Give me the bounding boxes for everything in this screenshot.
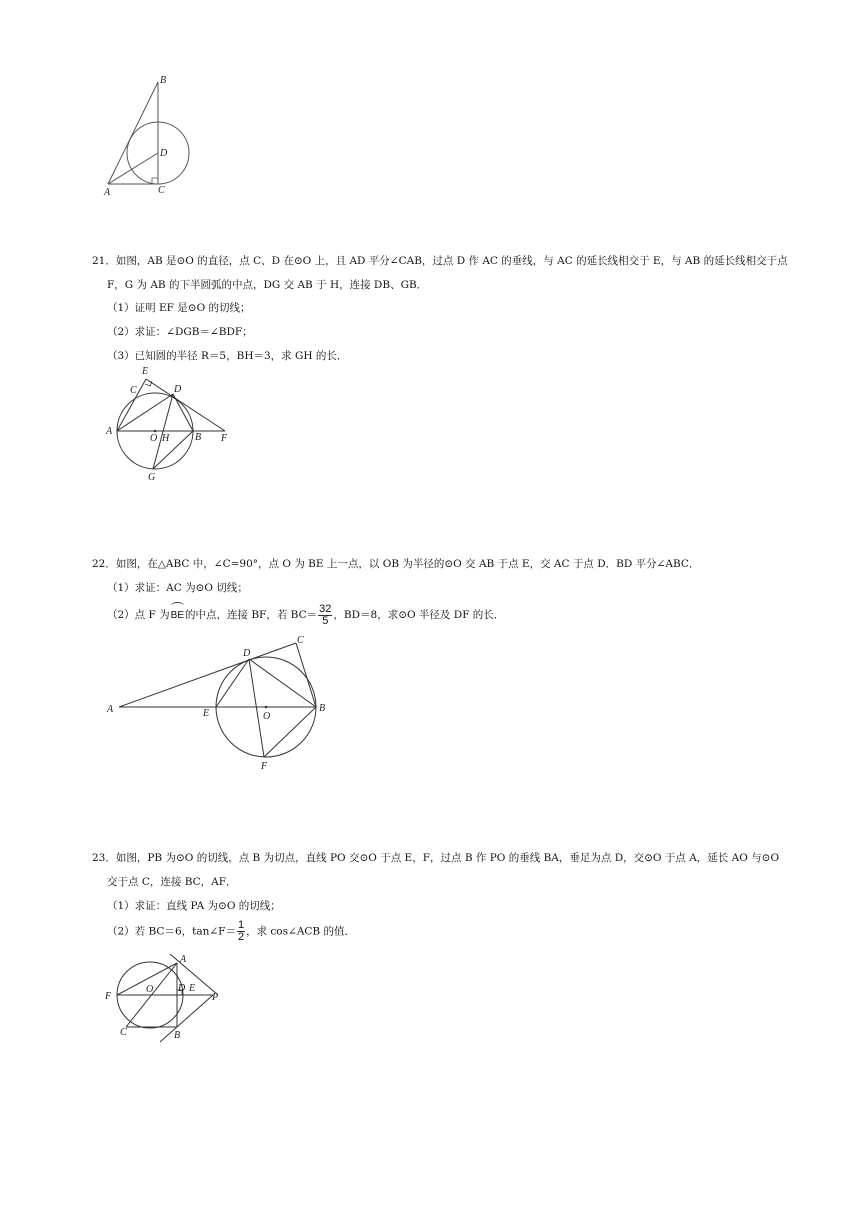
segment-db: [173, 394, 193, 431]
p21-line-4: （2）求证：∠DGB＝∠BDF；: [107, 326, 253, 338]
segment-db: [249, 659, 316, 707]
tangent-pb: [160, 995, 213, 1042]
label-e: E: [203, 708, 210, 719]
label-g: G: [148, 472, 156, 483]
label-f: F: [105, 991, 112, 1002]
p23-line-1: 23．如图，PB 为⊙O 的切线，点 B 为切点，直线 PO 交⊙O 于点 E，F，过点 B 作 PO 的垂线 BA，垂足为点 D，交⊙O 于点 A，延长 AO 与⊙O: [92, 852, 780, 864]
figure-23-svg: [100, 950, 240, 1045]
label-c: C: [120, 1027, 127, 1038]
label-b: B: [174, 1030, 181, 1041]
figure-top: [100, 74, 200, 200]
label-a: A: [106, 426, 113, 437]
fraction-tan-num: 1: [237, 919, 245, 931]
label-b: B: [195, 432, 202, 443]
label-c: C: [158, 185, 165, 196]
p21-line-1: 21．如图，AB 是⊙O 的直径，点 C、D 在⊙O 上，且 AD 平分∠CAB，过点 D 作 AC 的垂线，与 AC 的延长线相交于 E，与 AB 的延长线相交于点: [92, 255, 788, 267]
figure-22-svg: [100, 632, 340, 777]
label-f: F: [261, 761, 268, 772]
label-e: E: [142, 366, 149, 377]
label-a: A: [107, 704, 114, 715]
figure-21: [100, 362, 240, 482]
label-a: A: [180, 954, 187, 965]
center-dot: [265, 706, 268, 709]
segment-ac: [119, 643, 296, 707]
segment-gb: [153, 431, 193, 469]
label-d: D: [174, 384, 182, 395]
figure-top-svg: [100, 74, 200, 200]
p22-line-3-c: ，BD＝8，求⊙O 半径及 DF 的长．: [333, 609, 505, 621]
label-d: D: [243, 648, 251, 659]
p23-line-4-a: （2）若 BC＝6，tan∠F＝: [107, 925, 236, 938]
p23-line-4: [107, 920, 355, 943]
label-o: O: [263, 711, 271, 722]
p22-line-1: 22．如图，在△ABC 中，∠C=90°，点 O 为 BE 上一点，以 OB 为半径的⊙O 交 AB 于点 E，交 AC 于点 D．BD 平分∠ABC．: [92, 558, 700, 570]
label-d: D: [178, 983, 186, 994]
segment-df: [249, 659, 264, 757]
p22-line-3: [107, 602, 504, 627]
p23-line-3: （1）求证：直线 PA 为⊙O 的切线；: [107, 900, 281, 912]
center-dot: [154, 430, 157, 433]
figure-23: [100, 950, 240, 1045]
p23-line-4-b: ，求 cos∠ACB 的值．: [246, 925, 355, 938]
label-c: C: [297, 635, 304, 646]
p21-line-2: F，G 为 AB 的下半圆弧的中点，DG 交 AB 于 H，连接 DB、GB．: [107, 279, 428, 291]
fraction-bc-num: 32: [319, 602, 332, 615]
label-c: C: [130, 385, 137, 396]
p22-line-2: （1）求证：AC 为⊙O 切线；: [107, 582, 248, 594]
p21-line-5: （3）已知圆的半径 R＝5，BH＝3，求 GH 的长．: [107, 350, 348, 362]
label-o: O: [150, 433, 158, 444]
label-a: A: [104, 187, 111, 198]
figure-22: [100, 632, 340, 777]
label-p: P: [212, 992, 219, 1003]
segment-fb: [264, 707, 316, 757]
segment-cb: [296, 643, 316, 707]
figure-21-svg: [100, 362, 240, 482]
fraction-tan-den: 2: [237, 931, 245, 943]
p22-line-3-b: 的中点，连接 BF，若 BC＝: [185, 609, 318, 621]
p22-line-3-a: （2）点 F 为: [107, 609, 170, 621]
label-d: D: [160, 148, 168, 159]
fraction-tan: [237, 920, 245, 943]
arc-be: BE: [171, 602, 184, 627]
p23-line-2: 交于点 C，连接 BC，AF．: [107, 876, 237, 888]
label-h: H: [162, 433, 170, 444]
p21-line-3: （1）证明 EF 是⊙O 的切线；: [107, 302, 251, 314]
label-b: B: [160, 75, 167, 86]
label-f: F: [221, 433, 228, 444]
fraction-bc: [318, 604, 332, 627]
fraction-bc-den: 5: [322, 614, 329, 627]
label-e: E: [189, 983, 196, 994]
label-o: O: [146, 984, 154, 995]
label-b: B: [319, 703, 326, 714]
segment-ef: [146, 379, 225, 431]
